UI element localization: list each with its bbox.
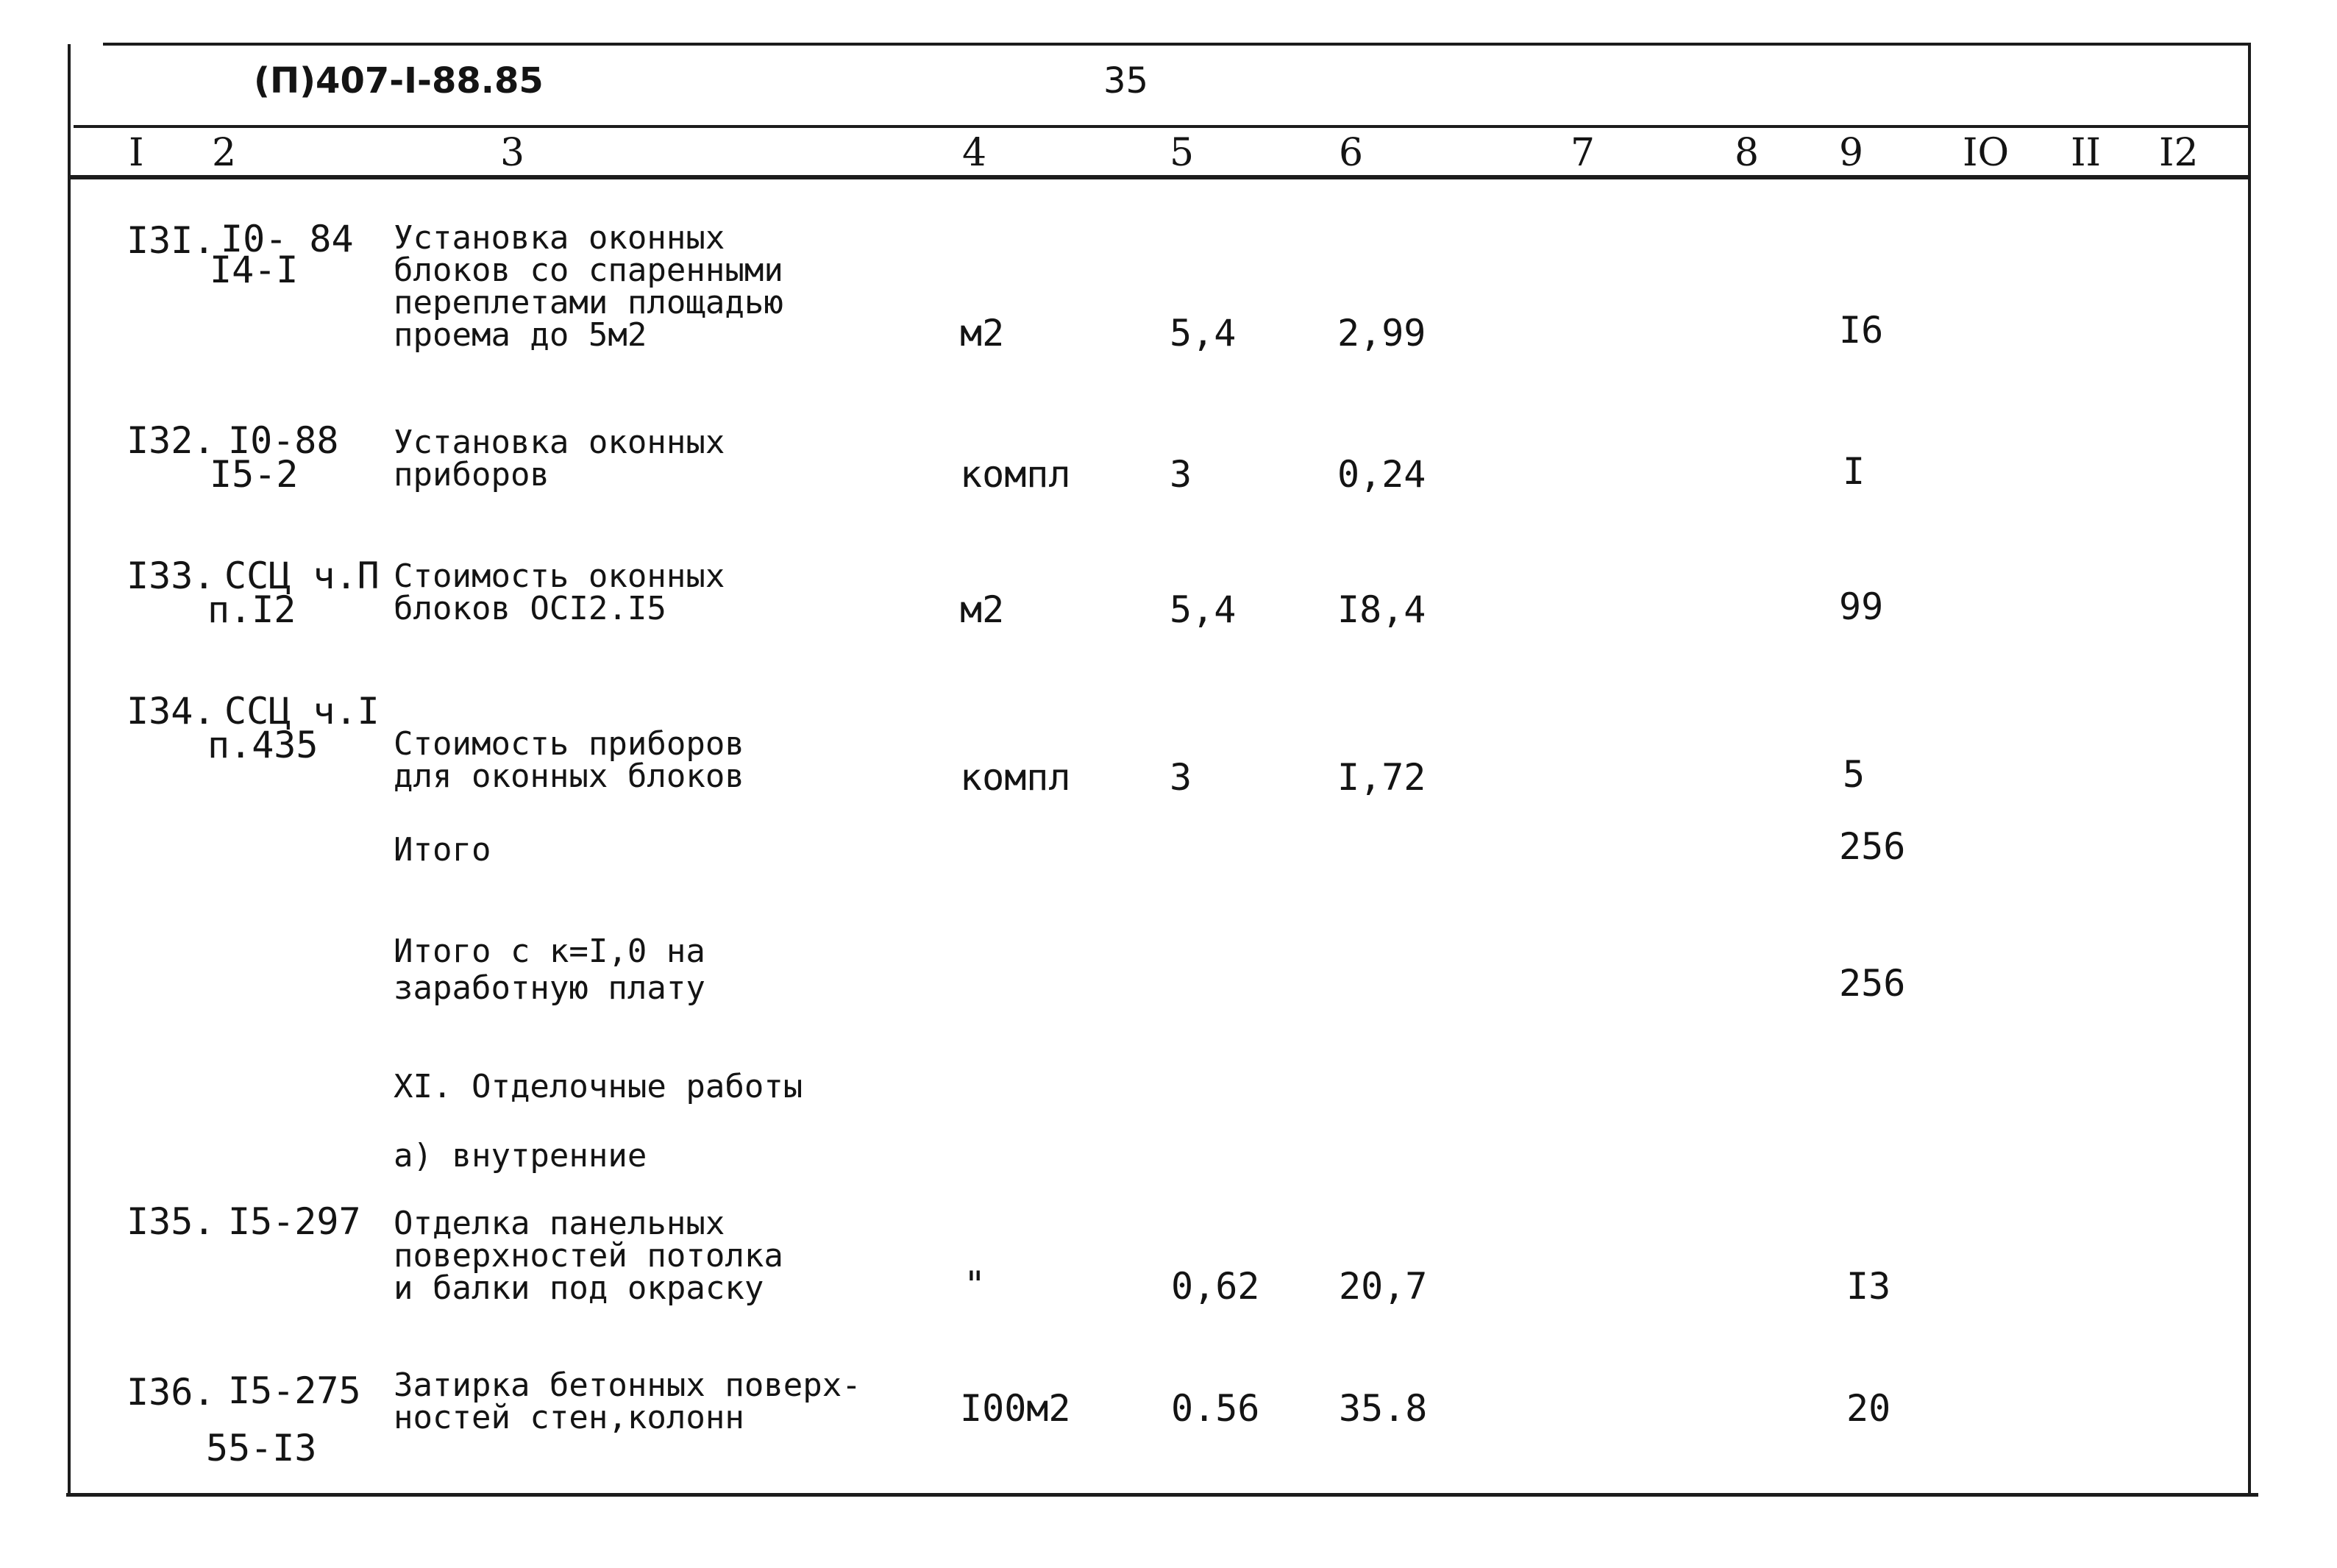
column-number: I [129,131,144,175]
unit: компл [960,453,1071,496]
rate-code: I0-88 [228,419,339,462]
total: I6 [1839,309,1884,352]
total: 20 [1846,1387,1891,1430]
column-number: II [2071,131,2102,175]
work-description: переплетами площадью [394,284,783,321]
work-description: и балки под окраску [394,1269,764,1307]
work-description: Стоимость оконных [394,557,725,595]
quantity: 5,4 [1170,588,1237,631]
unit: " [964,1264,986,1306]
column-number: 9 [1839,131,1864,175]
subtotal-label: Итого с к=I,0 на [394,933,705,970]
column-number: 6 [1339,131,1364,175]
total: I [1843,450,1865,493]
work-description: Установка оконных [394,219,725,257]
row-number: I35. [127,1200,216,1243]
unit-price: 20,7 [1339,1265,1428,1308]
unit-price: 35.8 [1339,1387,1428,1430]
column-number: 5 [1170,131,1195,175]
unit: компл [960,756,1071,799]
quantity: 3 [1170,453,1192,496]
quantity: 3 [1170,756,1192,799]
work-description: ностей стен,колонн [394,1399,744,1436]
work-description: блоков ОСI2.I5 [394,590,666,627]
rate-code: I0- 84 [221,218,354,260]
work-description: Установка оконных [394,424,725,461]
column-number: 3 [500,131,525,175]
rate-code: ССЦ ч.I [224,690,380,733]
total: 99 [1839,585,1884,628]
column-header-rule [71,175,2251,179]
rate-code: I4-I [210,249,299,291]
total: 5 [1843,753,1865,796]
section-subtitle: а) внутренние [394,1137,647,1175]
rate-code: I5-275 [228,1369,361,1412]
unit: м2 [960,588,1005,631]
unit-price: I8,4 [1337,588,1426,631]
right-border [2248,44,2251,1497]
unit-price: I,72 [1337,756,1426,799]
rate-code: п.435 [207,724,319,766]
row-number: I33. [127,555,216,597]
row-number: I3I. [127,219,216,262]
column-number: IO [1963,131,2010,175]
unit: I00м2 [960,1387,1071,1430]
rate-code: I5-2 [210,453,299,496]
work-description: Затирка бетонных поверх- [394,1366,861,1404]
column-number: 7 [1571,131,1596,175]
rate-code: I5-297 [228,1200,361,1243]
work-description: Отделка панельных [394,1205,725,1242]
quantity: 0,62 [1171,1265,1260,1308]
unit: м2 [960,312,1005,354]
unit-price: 2,99 [1337,312,1426,354]
work-description: поверхностей потолка [394,1237,783,1275]
row-number: I34. [127,690,216,733]
subtotal-label: Итого [394,831,491,869]
work-description: блоков со спаренными [394,252,783,289]
column-number: 4 [962,131,987,175]
work-description: проема до 5м2 [394,316,647,354]
unit-price: 0,24 [1337,453,1426,496]
total: I3 [1846,1265,1891,1308]
work-description: Стоимость приборов [394,725,744,763]
top-rule [103,43,2251,46]
page-number: 35 [1103,60,1149,101]
column-number: I2 [2159,131,2199,175]
quantity: 0.56 [1171,1387,1260,1430]
rate-code: 55-I3 [206,1427,317,1469]
work-description: приборов [394,456,549,493]
row-number: I36. [127,1371,216,1414]
bottom-rule [66,1493,2258,1497]
work-description: для оконных блоков [394,758,744,795]
column-number: 8 [1735,131,1760,175]
header-rule [74,125,2251,128]
rate-code: ССЦ ч.П [224,555,380,597]
row-number: I32. [127,419,216,462]
subtotal-value: 256 [1839,962,1906,1005]
rate-code: п.I2 [207,588,296,631]
subtotal-value: 256 [1839,825,1906,868]
quantity: 5,4 [1170,312,1237,354]
document-code: (П)407-I-88.85 [254,60,544,101]
subtotal-label: заработную плату [394,969,705,1007]
left-border [68,44,71,1497]
column-number: 2 [212,131,237,175]
section-title: XI. Отделочные работы [394,1068,803,1105]
